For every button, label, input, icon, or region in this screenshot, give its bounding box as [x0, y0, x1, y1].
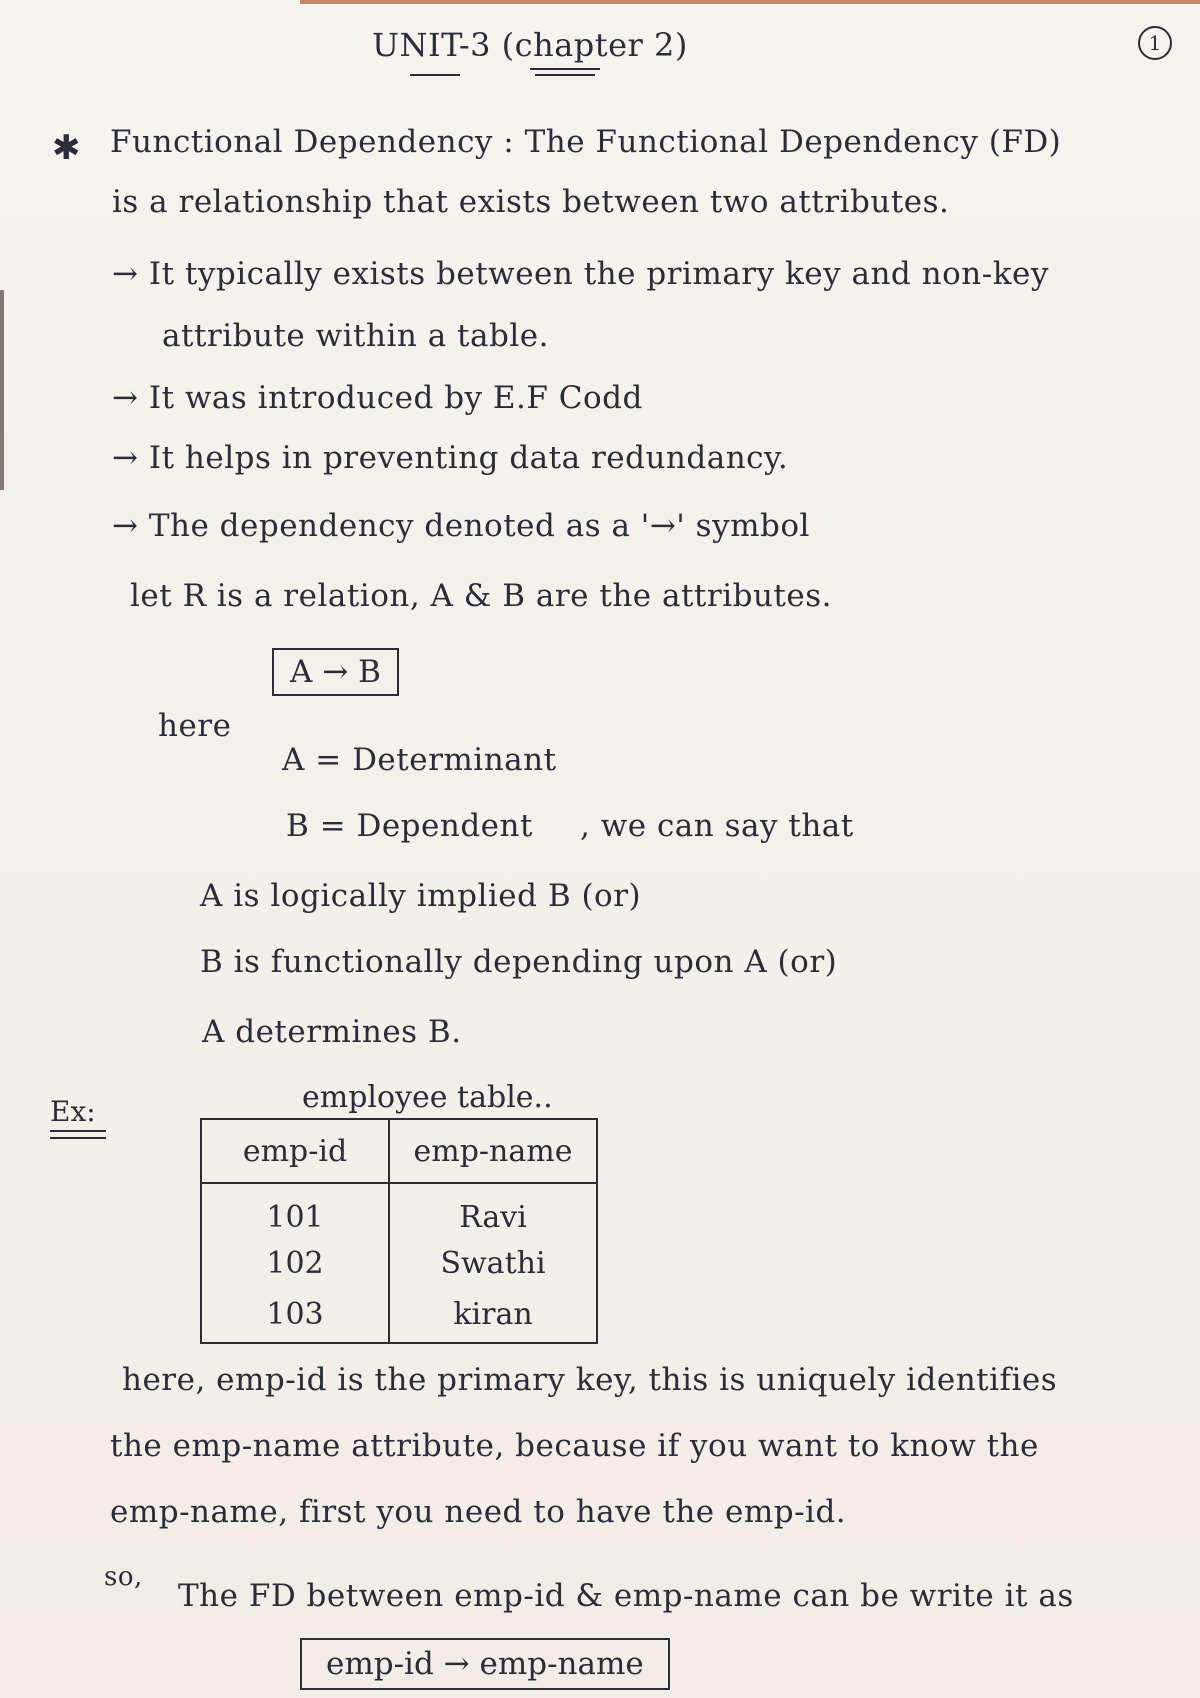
- title-underline: [410, 74, 460, 76]
- page-title: UNIT-3 (chapter 2): [372, 26, 688, 64]
- explanation-line-4: The FD between emp-id & emp-name can be write it as: [178, 1578, 1074, 1614]
- table-row: [201, 1183, 597, 1240]
- implied-line: A is logically implied B (or): [200, 878, 642, 914]
- bullet-4: → The dependency denoted as a '→' symbol: [112, 508, 810, 544]
- column-header-emp-name: emp-name: [389, 1119, 597, 1183]
- cell-emp-name: Swathi: [389, 1240, 597, 1286]
- explanation-line-3: emp-name, first you need to have the emp-id.: [110, 1494, 847, 1530]
- cell-emp-name: kiran: [389, 1286, 597, 1343]
- title-underline: [535, 74, 595, 76]
- table-caption: employee table..: [302, 1080, 553, 1115]
- here-label: here: [158, 708, 232, 744]
- explanation-line-1: here, emp-id is the primary key, this is uniquely identifies: [122, 1362, 1058, 1398]
- so-label: so,: [104, 1562, 143, 1592]
- final-formula-box: emp-id → emp-name: [300, 1638, 670, 1690]
- bullet-1-line-1: → It typically exists between the primary key and non-key: [112, 256, 1049, 292]
- example-underline: [50, 1130, 106, 1132]
- employee-table: [200, 1118, 598, 1344]
- cell-emp-name: Ravi: [389, 1183, 597, 1240]
- functionally-line: B is functionally depending upon A (or): [200, 944, 838, 980]
- table-row: [201, 1240, 597, 1286]
- determinant-line: A = Determinant: [282, 742, 557, 778]
- page-left-edge: [0, 290, 4, 490]
- formula-box: A → B: [272, 648, 399, 696]
- table-header-row: [201, 1119, 597, 1183]
- dependent-line: B = Dependent: [286, 808, 533, 844]
- we-can-say-line: , we can say that: [580, 808, 854, 844]
- bullet-3: → It helps in preventing data redundancy.: [112, 440, 789, 476]
- example-underline: [50, 1137, 106, 1139]
- example-label: Ex:: [50, 1095, 96, 1128]
- asterisk-icon: ✱: [52, 128, 81, 168]
- bullet-1-line-2: attribute within a table.: [162, 318, 549, 354]
- explanation-line-2: the emp-name attribute, because if you want to know the: [110, 1428, 1039, 1464]
- bullet-2: → It was introduced by E.F Codd: [112, 380, 643, 416]
- column-header-emp-id: emp-id: [201, 1119, 389, 1183]
- page-number: 1: [1138, 26, 1172, 60]
- cell-emp-id: 102: [201, 1240, 389, 1286]
- intro-line-2: is a relationship that exists between two attributes.: [112, 184, 950, 220]
- table-row: [201, 1286, 597, 1343]
- intro-line-1: Functional Dependency : The Functional Dependency (FD): [110, 124, 1062, 160]
- cell-emp-id: 103: [201, 1286, 389, 1343]
- determines-line: A determines B.: [202, 1014, 462, 1050]
- page-top-edge: [300, 0, 1200, 4]
- let-line: let R is a relation, A & B are the attributes.: [130, 578, 833, 614]
- title-underline: [530, 68, 600, 70]
- cell-emp-id: 101: [201, 1183, 389, 1240]
